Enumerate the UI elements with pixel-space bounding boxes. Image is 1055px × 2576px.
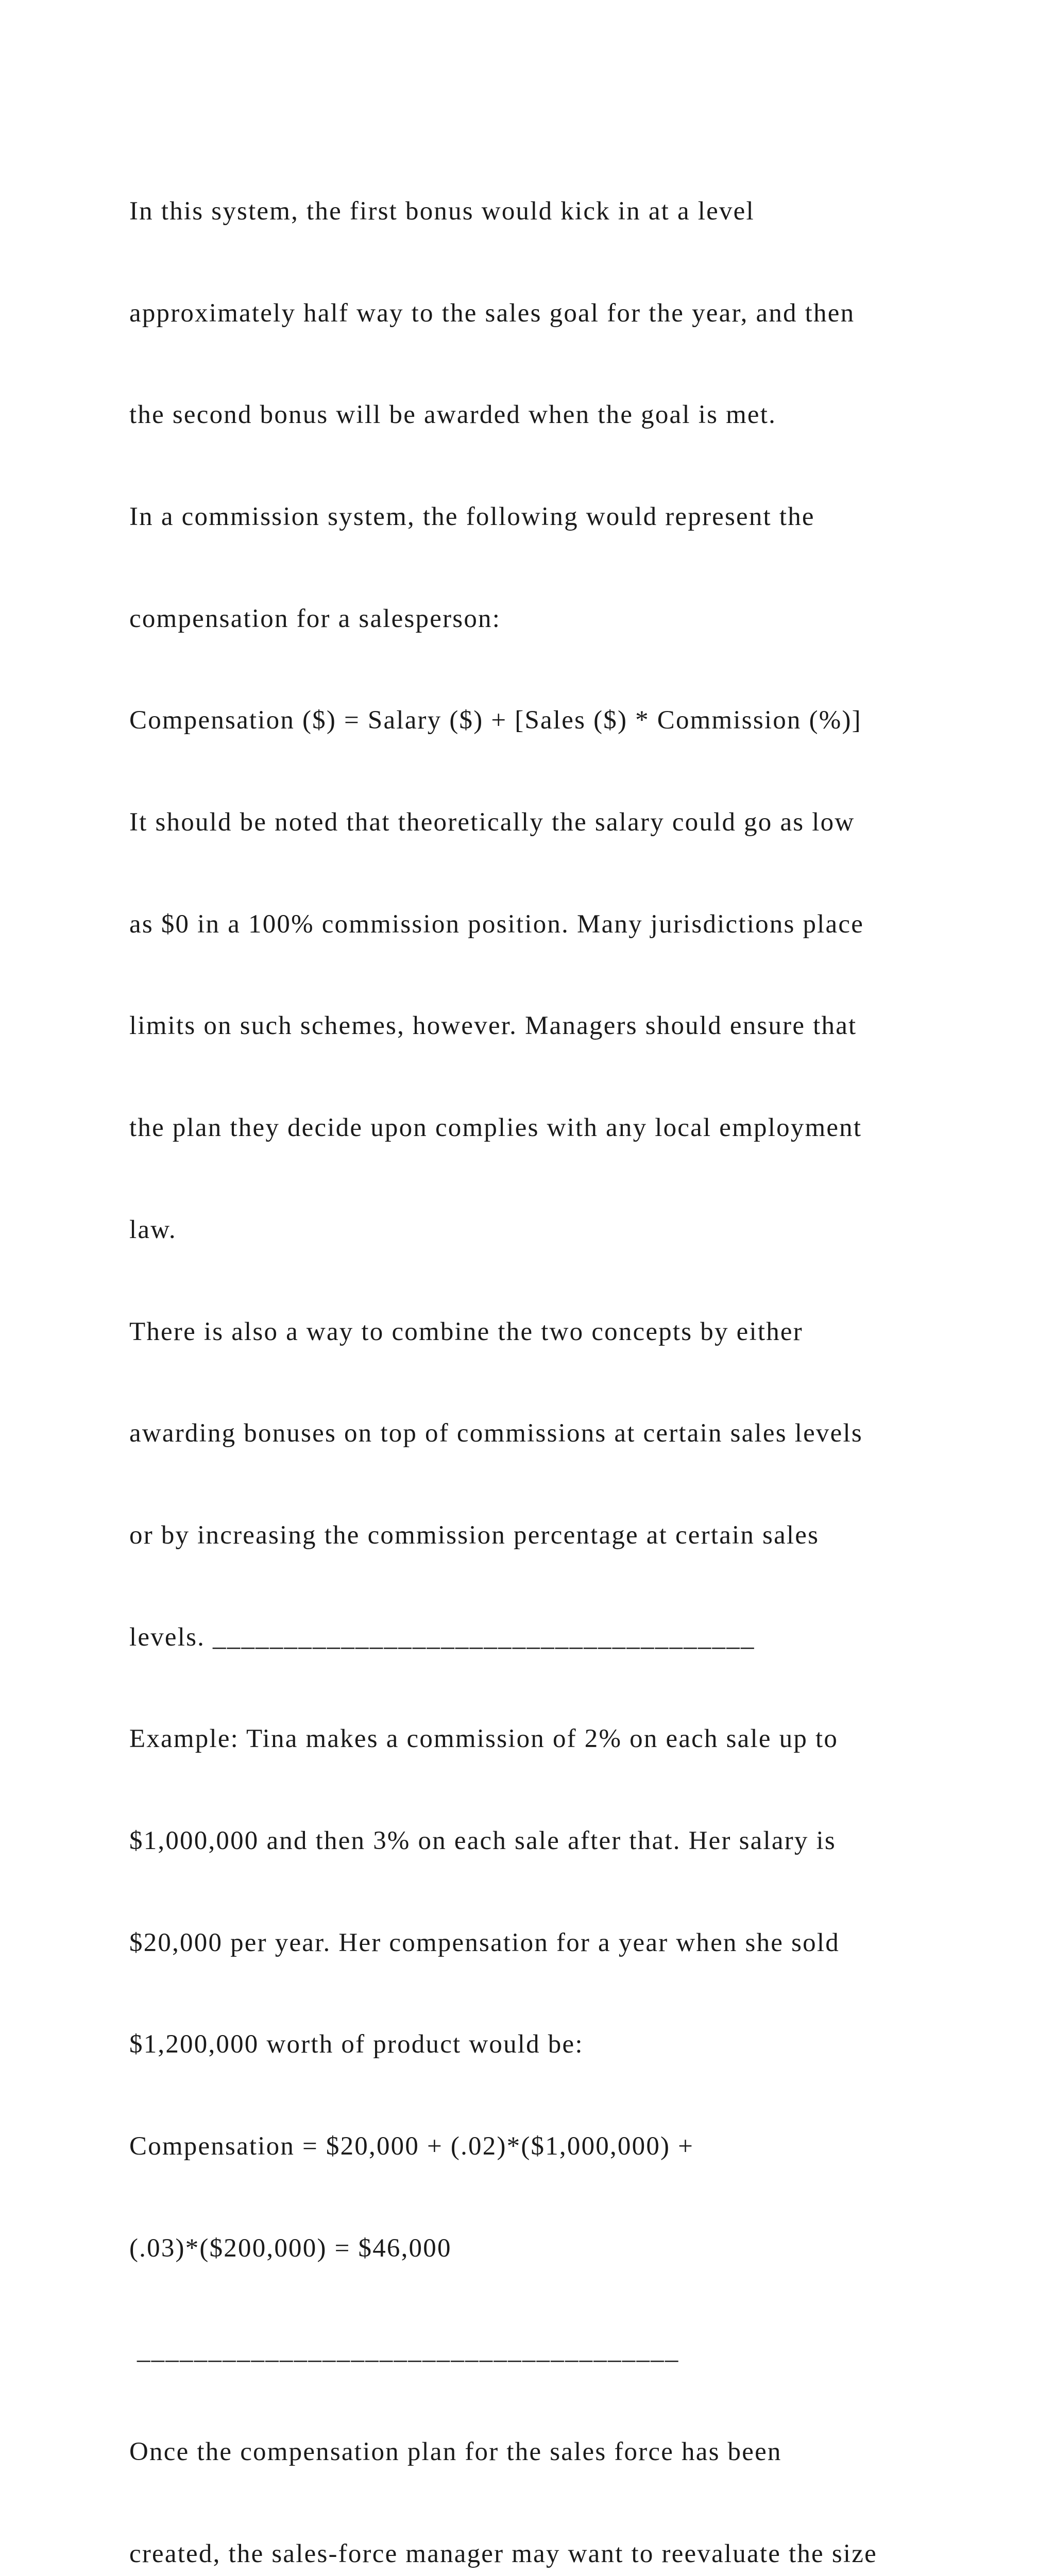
text-line: In this system, the first bonus would kick in at a level [129,196,755,226]
formula-line: Compensation = $20,000 + (.02)*($1,000,000) + [129,2132,694,2161]
body-text [129,127,1015,2576]
text-line: as $0 in a 100% commission position. Many jurisdictions place [129,909,864,939]
text-line: created, the sales-force manager may want to reevaluate the size [129,2539,877,2568]
separator-line: ______________________________________ [129,2335,679,2365]
text-line: It should be noted that theoretically the salary could go as low [129,808,855,837]
example-line: $20,000 per year. Her compensation for a year when she sold [129,1928,840,1957]
text-line: In a commission system, the following would represent the [129,502,815,531]
text-line: approximately half way to the sales goal for the year, and then [129,298,855,328]
text-line: levels. ______________________________________ [129,1622,755,1652]
text-line: Once the compensation plan for the sales force has been [129,2437,782,2467]
text-line: law. [129,1215,177,1244]
text-line: limits on such schemes, however. Managers should ensure that [129,1011,857,1041]
text-line: compensation for a salesperson: [129,604,501,633]
example-line: Example: Tina makes a commission of 2% on each sale up to [129,1724,839,1754]
formula-line: (.03)*($200,000) = $46,000 [129,2233,452,2263]
text-line: There is also a way to combine the two concepts by either [129,1317,803,1346]
text-line: or by increasing the commission percentage at certain sales [129,1520,820,1550]
formula-line: Compensation ($) = Salary ($) + [Sales ($) * Commission (%)] [129,706,862,735]
example-line: $1,000,000 and then 3% on each sale after that. Her salary is [129,1826,836,1856]
example-line: $1,200,000 worth of product would be: [129,2030,584,2059]
text-line: awarding bonuses on top of commissions at certain sales levels [129,1419,863,1448]
text-line: the plan they decide upon complies with any local employment [129,1113,862,1143]
text-line: the second bonus will be awarded when the goal is met. [129,400,777,430]
